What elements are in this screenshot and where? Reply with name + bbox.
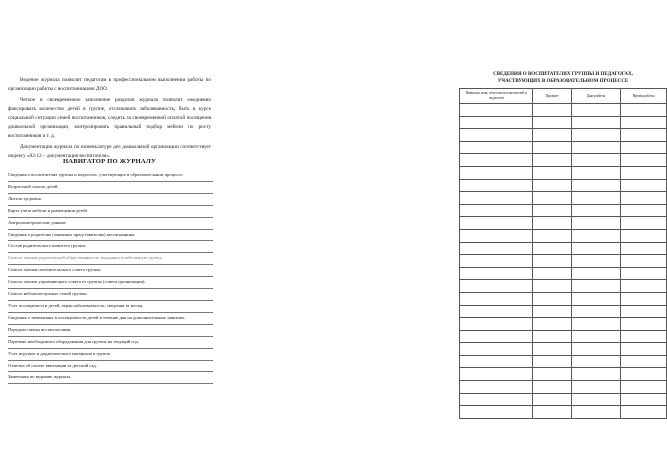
table-cell[interactable] [571, 406, 621, 419]
table-row [460, 192, 667, 205]
table-row [460, 406, 667, 419]
table-cell[interactable] [533, 217, 571, 230]
table-cell[interactable] [460, 355, 533, 368]
table-cell[interactable] [533, 381, 571, 394]
table-cell[interactable] [533, 267, 571, 280]
right-page [225, 0, 655, 450]
table-row [460, 229, 667, 242]
table-cell[interactable] [533, 242, 571, 255]
table-row [460, 318, 667, 331]
table-cell[interactable] [460, 204, 533, 217]
table-cell[interactable] [621, 179, 667, 192]
table-cell[interactable] [533, 166, 571, 179]
table-cell[interactable] [621, 192, 667, 205]
table-cell[interactable] [460, 393, 533, 406]
table-row [460, 381, 667, 394]
table-cell[interactable] [621, 116, 667, 129]
table-cell[interactable] [571, 393, 621, 406]
table-cell[interactable] [621, 104, 667, 117]
table-cell[interactable] [460, 292, 533, 305]
intro-text [8, 76, 211, 163]
table-row [460, 330, 667, 343]
table-row [460, 204, 667, 217]
navigator-item[interactable]: Сведения о замечаниях в посещаемости детей в течение дня на дополнительных занятиях. [8, 313, 213, 325]
table-cell[interactable] [460, 280, 533, 293]
table-cell[interactable] [460, 381, 533, 394]
navigator-item[interactable]: Список членов попечительского совета группы. [8, 265, 213, 277]
table-row [460, 129, 667, 142]
navigator-item[interactable]: Возрастной список детей. [8, 182, 213, 194]
table-body [460, 104, 667, 419]
table-cell[interactable] [571, 116, 621, 129]
navigator-list [8, 170, 213, 384]
table-row [460, 343, 667, 356]
table-cell[interactable] [571, 267, 621, 280]
table-cell[interactable] [533, 154, 571, 167]
table-cell[interactable] [571, 204, 621, 217]
table-cell[interactable] [621, 141, 667, 154]
table-cell[interactable] [621, 406, 667, 419]
table-cell[interactable] [621, 129, 667, 142]
left-page [0, 0, 225, 450]
table-cell[interactable] [460, 343, 533, 356]
navigator-item[interactable]: Передача смены воспитателями. [8, 325, 213, 337]
table-cell[interactable] [533, 255, 571, 268]
section-title-line: СВЕДЕНИЯ О ВОСПИТАТЕЛЯХ ГРУППЫ И ПЕДАГОГАХ, [493, 72, 633, 77]
table-header-row [460, 89, 667, 104]
table-cell[interactable] [533, 330, 571, 343]
navigator-item[interactable]: Учет игрушек и дидактического материала в группе. [8, 349, 213, 361]
table-cell[interactable] [460, 406, 533, 419]
table-row [460, 368, 667, 381]
navigator-item[interactable]: Перечень необходимого оборудования для группы на текущий год. [8, 337, 213, 349]
table-row [460, 292, 667, 305]
table-cell[interactable] [621, 381, 667, 394]
navigator-item[interactable]: Список членов управляющего совета от группы (совета организации). [8, 277, 213, 289]
table-cell[interactable] [533, 104, 571, 117]
navigator-item[interactable]: Учет посещаемости детей, экран заболеваемости, сведения за месяц. [8, 301, 213, 313]
table-cell[interactable] [571, 343, 621, 356]
table-cell[interactable] [621, 292, 667, 305]
table-row [460, 267, 667, 280]
table-cell[interactable] [533, 179, 571, 192]
table-cell[interactable] [460, 217, 533, 230]
table-cell[interactable] [533, 393, 571, 406]
table-cell[interactable] [571, 292, 621, 305]
table-cell[interactable] [533, 406, 571, 419]
navigator-item[interactable]: Антропометрические данные. [8, 218, 213, 230]
table-row [460, 355, 667, 368]
table-cell[interactable] [621, 204, 667, 217]
table-cell[interactable] [533, 355, 571, 368]
table-cell[interactable] [533, 368, 571, 381]
table-cell[interactable] [460, 330, 533, 343]
table-cell[interactable] [460, 129, 533, 142]
table-cell[interactable] [460, 154, 533, 167]
table-cell[interactable] [460, 267, 533, 280]
intro-paragraph: Ведение журнала позволит педагогам в профессиональном выполнении работы по организации работы с воспитанниками ДОО. [8, 77, 211, 92]
table-cell[interactable] [460, 229, 533, 242]
intro-paragraph: Четкое и своевременное заполнение разделов журнала позволит ежедневно фиксировать количество детей в группе, отслеживать заболеваемость, быть в курсе социальной ситуации семей воспитанников, следить за своевременной оплатой посещения дошкольной организации, контролировать правильный подбор мебели по росту воспитанников и т. д. [8, 97, 211, 139]
column-header-name: Фамилия, имя, отчество воспитателей и педагогов [460, 89, 533, 104]
table-cell[interactable] [533, 116, 571, 129]
table-row [460, 154, 667, 167]
table-row [460, 242, 667, 255]
section-title-line: УЧАСТВУЮЩИХ В ОБРАЗОВАТЕЛЬНОМ ПРОЦЕССЕ [497, 79, 629, 84]
table-cell[interactable] [460, 368, 533, 381]
table-cell[interactable] [571, 318, 621, 331]
table-cell[interactable] [621, 280, 667, 293]
table-cell[interactable] [533, 305, 571, 318]
table-row [460, 280, 667, 293]
table-cell[interactable] [621, 393, 667, 406]
table-row [460, 141, 667, 154]
table-cell[interactable] [571, 242, 621, 255]
table-row [460, 179, 667, 192]
navigator-item[interactable]: Отметка об оплате квитанции за детский сад. [8, 361, 213, 373]
navigator-title: НАВИГАТОР ПО ЖУРНАЛУ [62, 158, 157, 165]
table-cell[interactable] [571, 129, 621, 142]
table-cell[interactable] [533, 192, 571, 205]
table-cell[interactable] [621, 305, 667, 318]
table-cell[interactable] [460, 242, 533, 255]
table-cell[interactable] [533, 129, 571, 142]
intro-paragraph: Документация журнала по номенклатуре дел дошкольной организации соответствует индексу «02-12 – документация воспитателя». [8, 144, 211, 159]
navigator-item[interactable]: Сведения о родителях (законных представителях) воспитанника. [8, 230, 213, 242]
table-row [460, 217, 667, 230]
table-cell[interactable] [571, 192, 621, 205]
table-cell[interactable] [571, 141, 621, 154]
table-cell[interactable] [621, 255, 667, 268]
table-cell[interactable] [460, 104, 533, 117]
navigator-item[interactable]: Список неблагополучных семей группы. [8, 289, 213, 301]
table-cell[interactable] [460, 166, 533, 179]
table-cell[interactable] [460, 116, 533, 129]
table-cell[interactable] [571, 381, 621, 394]
table-cell[interactable] [533, 280, 571, 293]
table-cell[interactable] [621, 229, 667, 242]
table-cell[interactable] [571, 255, 621, 268]
table-row [460, 166, 667, 179]
table-cell[interactable] [571, 330, 621, 343]
table-cell[interactable] [621, 355, 667, 368]
table-cell[interactable] [533, 343, 571, 356]
table-cell[interactable] [533, 229, 571, 242]
table-cell[interactable] [621, 343, 667, 356]
column-header-work-time: Время работы [621, 89, 667, 104]
column-header-work-days: Дни работы [571, 89, 621, 104]
table-cell[interactable] [533, 318, 571, 331]
navigator-item[interactable]: Листок здоровья. [8, 194, 213, 206]
navigator-item[interactable]: Карта учета мебели и размещения детей. [8, 206, 213, 218]
navigator-item[interactable]: Список членов родительской общественности, входящих в небольшую группу. [8, 253, 213, 265]
table-cell[interactable] [460, 192, 533, 205]
table-cell[interactable] [460, 141, 533, 154]
table-cell[interactable] [621, 368, 667, 381]
table-row [460, 305, 667, 318]
table-cell[interactable] [571, 154, 621, 167]
table-cell[interactable] [621, 217, 667, 230]
table-cell[interactable] [621, 166, 667, 179]
column-header-subject: Предмет [533, 89, 571, 104]
table-cell[interactable] [460, 305, 533, 318]
table-cell[interactable] [571, 104, 621, 117]
navigator-item[interactable]: Замечания по ведению журнала. [8, 372, 213, 384]
table-row [460, 255, 667, 268]
table-cell[interactable] [533, 292, 571, 305]
table-cell[interactable] [621, 242, 667, 255]
table-cell[interactable] [571, 217, 621, 230]
table-cell[interactable] [460, 318, 533, 331]
table-cell[interactable] [460, 179, 533, 192]
table-row [460, 116, 667, 129]
table-row [460, 104, 667, 117]
table-cell[interactable] [621, 267, 667, 280]
table-cell[interactable] [571, 280, 621, 293]
table-cell[interactable] [571, 179, 621, 192]
staff-table [459, 88, 667, 419]
table-cell[interactable] [571, 305, 621, 318]
table-cell[interactable] [533, 204, 571, 217]
table-cell[interactable] [571, 166, 621, 179]
navigator-item[interactable]: Сведения о воспитателях группы и педагогах, участвующих в образовательном процессе. [8, 170, 213, 182]
table-cell[interactable] [621, 330, 667, 343]
table-row [460, 393, 667, 406]
table-cell[interactable] [533, 141, 571, 154]
table-cell[interactable] [571, 355, 621, 368]
table-cell[interactable] [460, 255, 533, 268]
table-cell[interactable] [621, 154, 667, 167]
table-cell[interactable] [621, 318, 667, 331]
section-title [460, 71, 666, 85]
navigator-item[interactable]: Состав родительского комитета группы. [8, 241, 213, 253]
table-cell[interactable] [571, 368, 621, 381]
table-cell[interactable] [571, 229, 621, 242]
